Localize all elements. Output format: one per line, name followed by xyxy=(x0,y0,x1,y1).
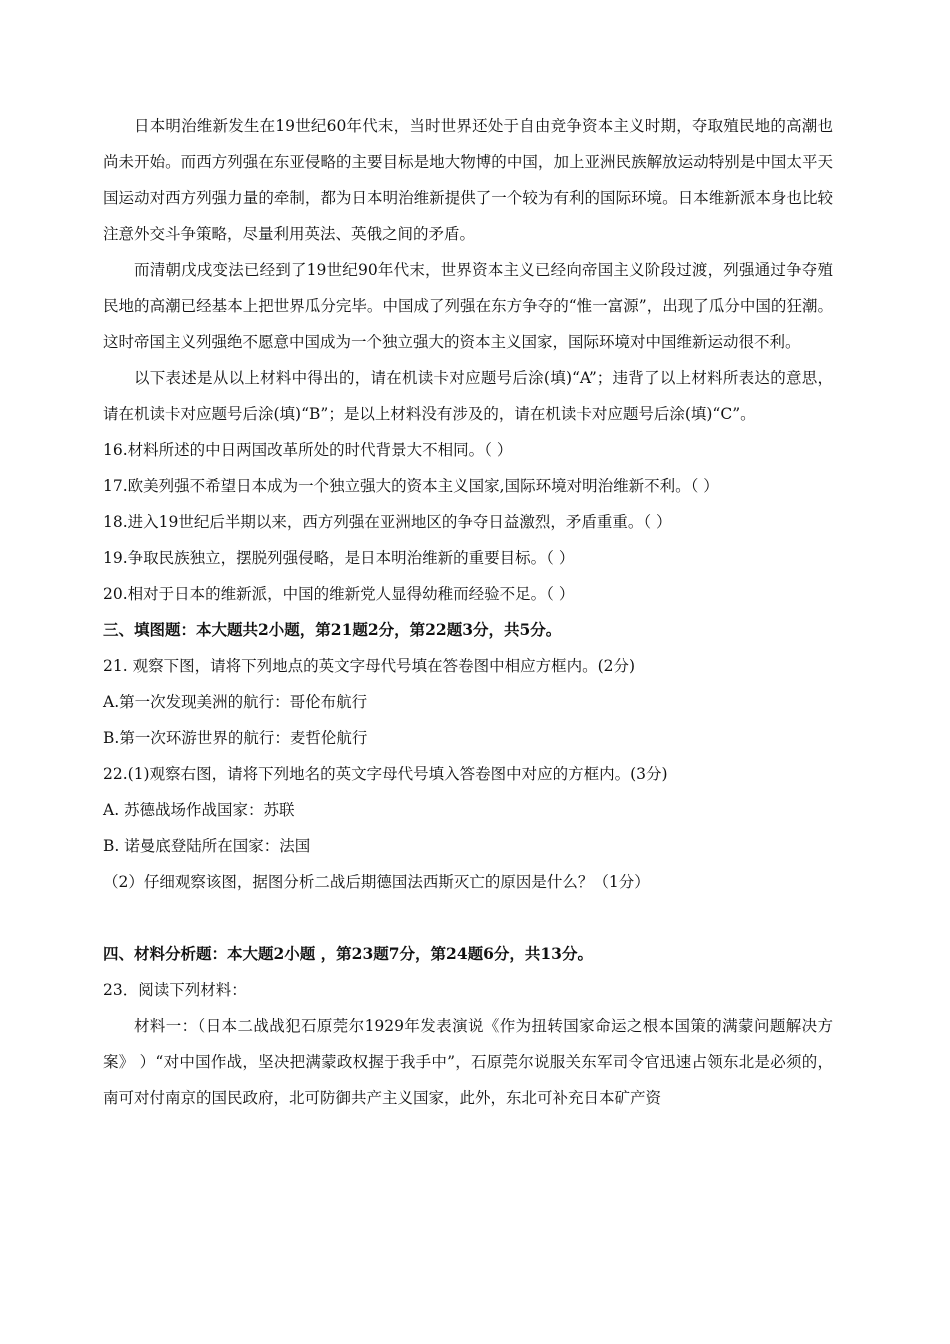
question-22-option-a: A. 苏德战场作战国家：苏联 xyxy=(103,801,295,819)
section-3-heading: 三、填图题：本大题共2小题，第21题2分，第22题3分，共5分。 xyxy=(103,620,562,639)
section-4-heading: 四、材料分析题：本大题2小题 ，第23题7分，第24题6分，共13分。 xyxy=(103,944,593,963)
question-19: 19.争取民族独立，摆脱列强侵略，是日本明治维新的重要目标。（ ） xyxy=(103,549,575,567)
question-21: 21. 观察下图，请将下列地点的英文字母代号填在答卷图中相应方框内。(2分) xyxy=(103,657,636,675)
question-22-option-b: B. 诺曼底登陆所在国家：法国 xyxy=(103,837,311,855)
spacer xyxy=(103,900,833,936)
instruction-paragraph: 以下表述是从以上材料中得出的，请在机读卡对应题号后涂(填)“A”；违背了以上材料所表达的意思，请在机读卡对应题号后涂(填)“B”；是以上材料没有涉及的，请在机读卡对应题号后涂(填)“C”。 xyxy=(103,369,833,423)
question-18: 18.进入19世纪后半期以来，西方列强在亚洲地区的争夺日益激烈，矛盾重重。（ ） xyxy=(103,513,672,531)
question-21-option-b: B.第一次环游世界的航行：麦哲伦航行 xyxy=(103,729,368,747)
question-17: 17.欧美列强不希望日本成为一个独立强大的资本主义国家,国际环境对明治维新不利。（ ） xyxy=(103,477,719,495)
material-paragraph-meiji: 日本明治维新发生在19世纪60年代末，当时世界还处于自由竞争资本主义时期，夺取殖民地的高潮也尚未开始。而西方列强在东亚侵略的主要目标是地大物博的中国，加上亚洲民族解放运动特别是中国太平天国运动对西方列强力量的牵制，都为日本明治维新提供了一个较为有利的国际环境。日本维新派本身也比较注意外交斗争策略，尽量利用英法、英俄之间的矛盾。 xyxy=(103,117,833,243)
question-22: 22.(1)观察右图，请将下列地名的英文字母代号填入答卷图中对应的方框内。(3分) xyxy=(103,765,668,783)
question-16: 16.材料所述的中日两国改革所处的时代背景大不相同。（ ） xyxy=(103,441,513,459)
question-23: 23．阅读下列材料： xyxy=(103,981,247,999)
question-22-part-2: （2）仔细观察该图，据图分析二战后期德国法西斯灭亡的原因是什么？（1分） xyxy=(103,873,650,891)
document-content xyxy=(103,108,833,1116)
material-paragraph-wuxu: 而清朝戊戌变法已经到了19世纪90年代末，世界资本主义已经向帝国主义阶段过渡，列强通过争夺殖民地的高潮已经基本上把世界瓜分完毕。中国成了列强在东方争夺的“惟一富源”，出现了瓜分中国的狂潮。这时帝国主义列强绝不愿意中国成为一个独立强大的资本主义国家，国际环境对中国维新运动很不利。 xyxy=(103,261,833,351)
question-21-option-a: A.第一次发现美洲的航行：哥伦布航行 xyxy=(103,693,368,711)
question-20: 20.相对于日本的维新派，中国的维新党人显得幼稚而经验不足。（ ） xyxy=(103,585,575,603)
material-one-paragraph: 材料一：（日本二战战犯石原莞尔1929年发表演说《作为扭转国家命运之根本国策的满蒙问题解决方案》 ）“对中国作战，坚决把满蒙政权握于我手中”，石原莞尔说服关东军司令官迅速占领东北是必须的，南可对付南京的国民政府，北可防御共产主义国家，此外，东北可补充日本矿产资 xyxy=(103,1017,833,1107)
